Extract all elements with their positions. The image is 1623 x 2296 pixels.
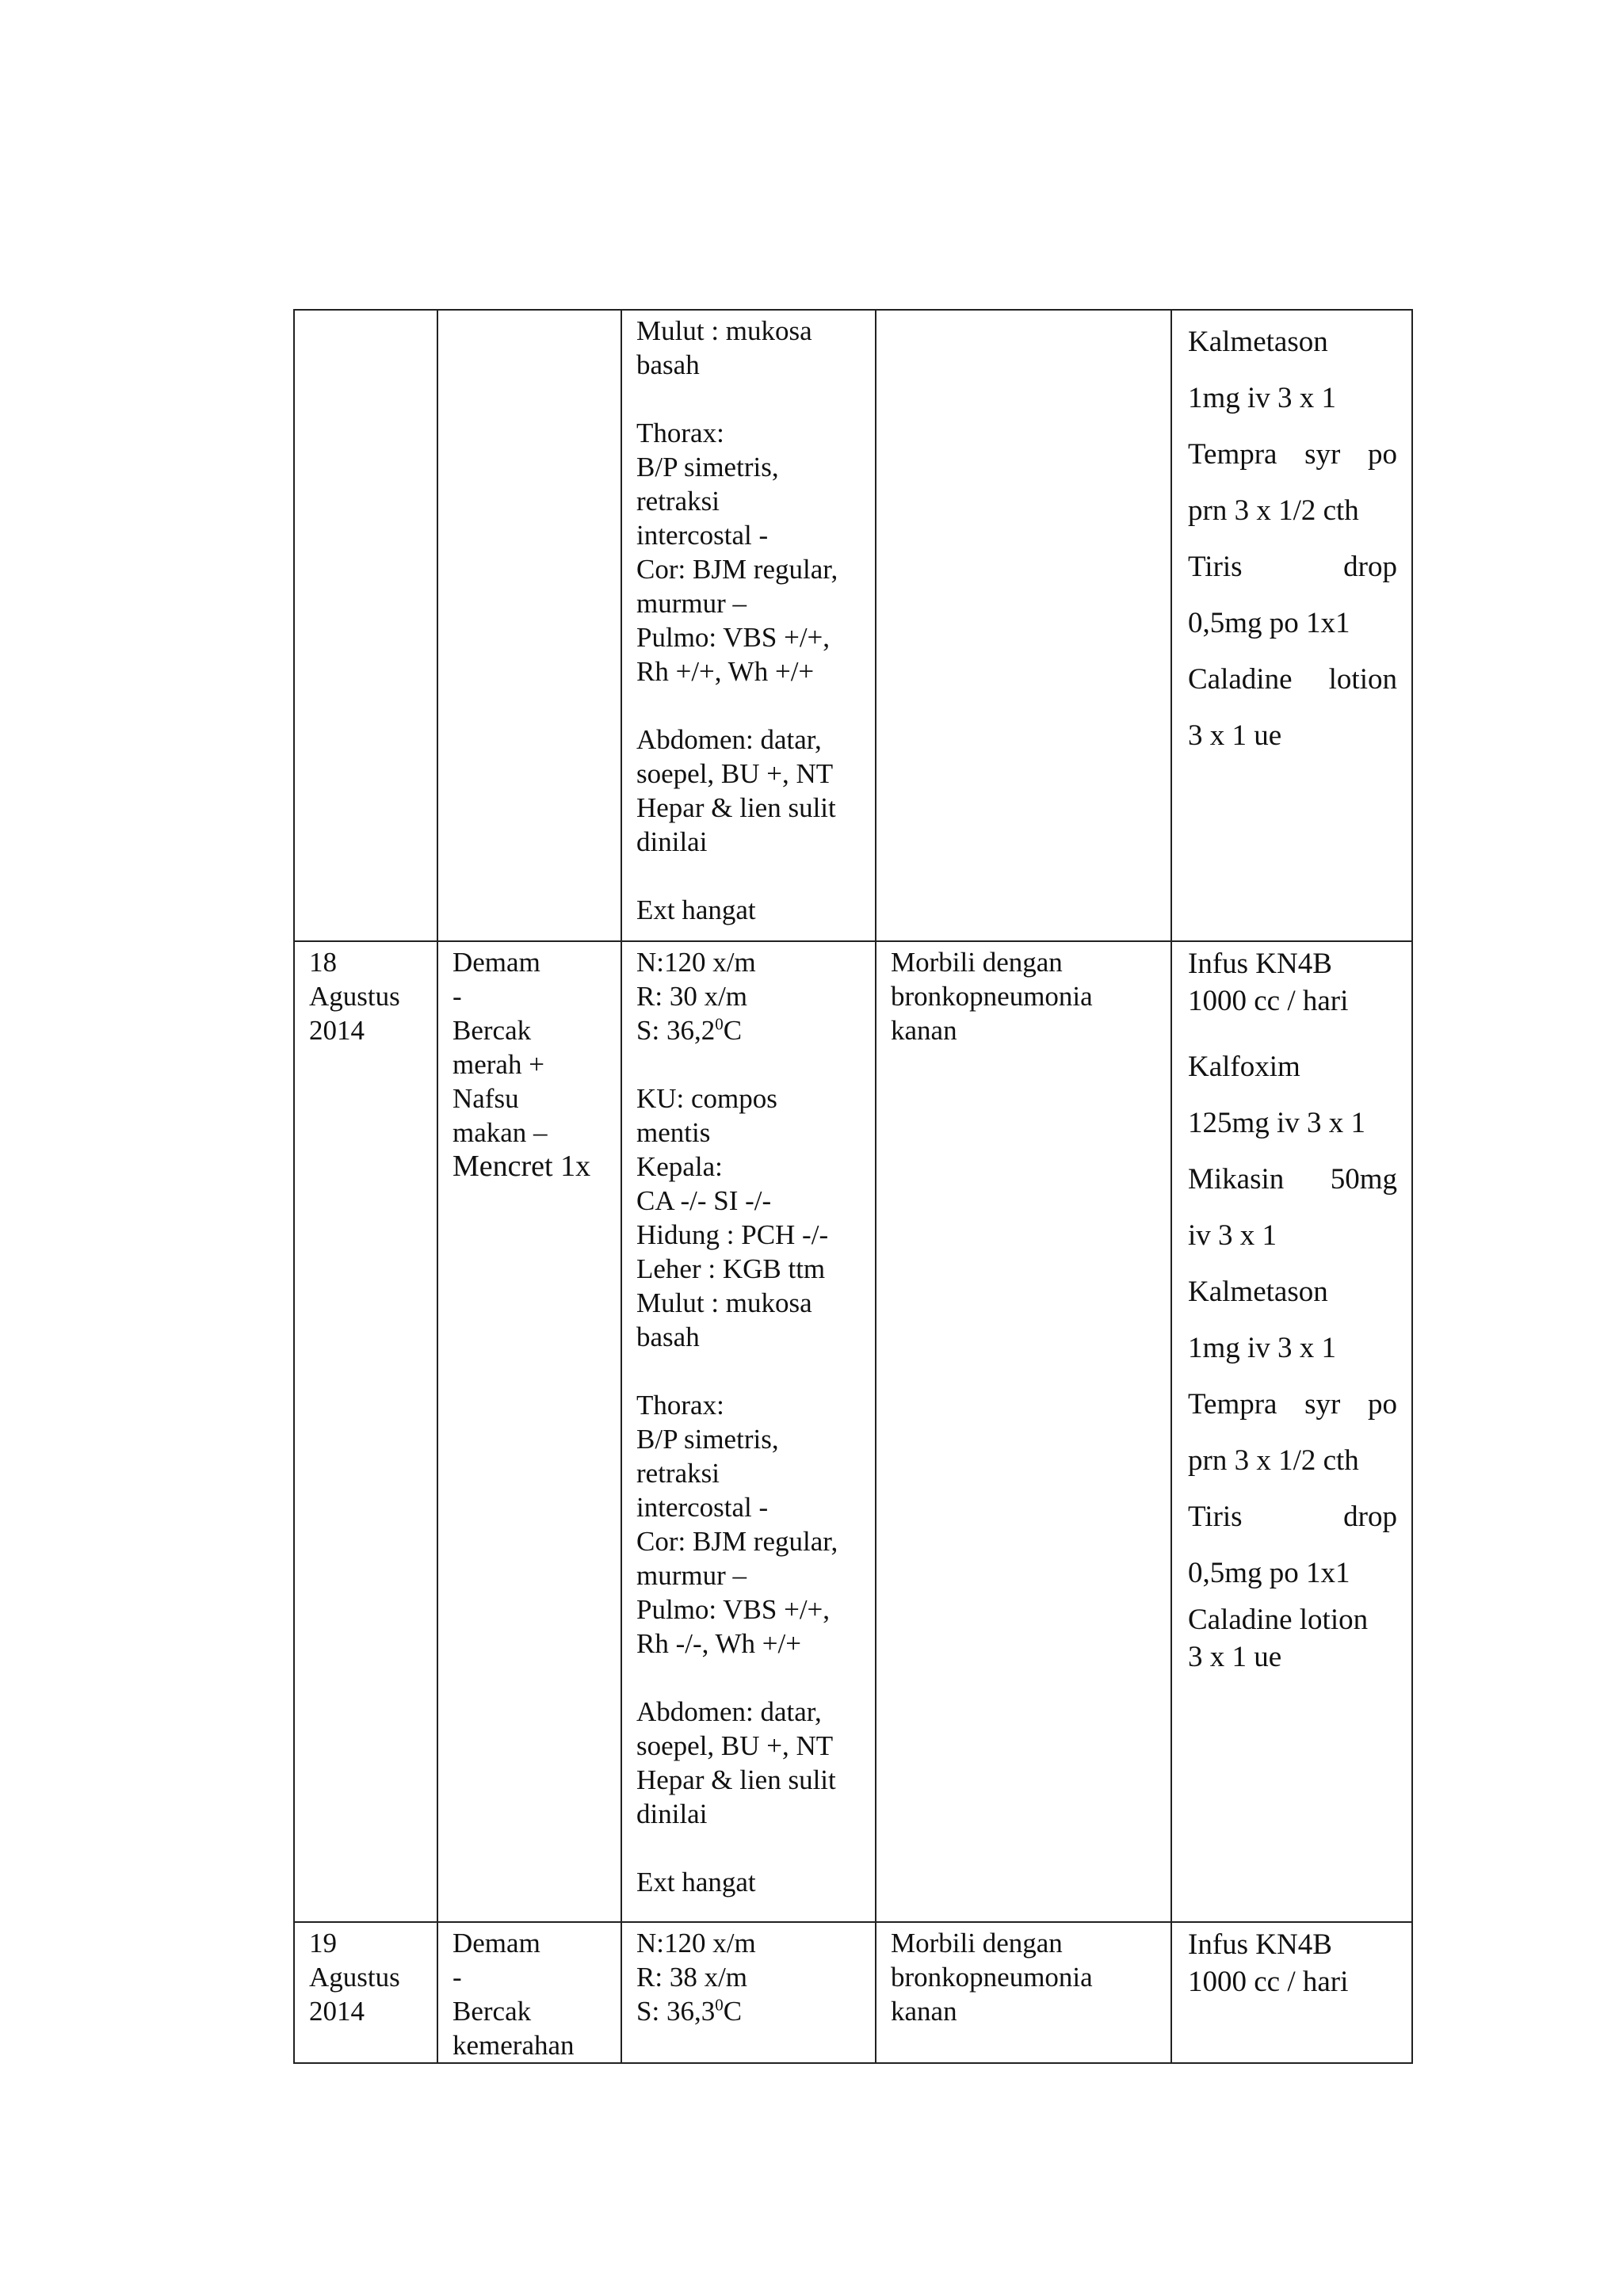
terapi-line bbox=[1188, 1151, 1397, 1207]
terapi-lines bbox=[1186, 314, 1397, 764]
text-line: 2014 bbox=[309, 1015, 365, 1046]
terapi-cell bbox=[1171, 310, 1412, 941]
text-line: intercostal - bbox=[636, 520, 769, 551]
keluhan-line: Demam bbox=[453, 947, 540, 978]
text-line: Thorax: bbox=[636, 418, 724, 448]
text-line: Pulmo: VBS +/+, bbox=[636, 1594, 831, 1625]
text-line: dinilai bbox=[636, 1798, 708, 1829]
infus-line: Infus KN4B bbox=[1188, 948, 1332, 980]
table-row bbox=[294, 941, 1412, 1922]
terapi-lines bbox=[1186, 1926, 1397, 2000]
vital-signs bbox=[636, 1926, 861, 2028]
text-line: Morbili dengan bbox=[891, 947, 1063, 978]
tanggal-lines bbox=[309, 1926, 422, 2028]
text-line: Ext hangat bbox=[636, 1867, 756, 1897]
table-row bbox=[294, 1922, 1412, 2063]
pemeriksaan-cell bbox=[621, 310, 876, 941]
terapi-lines bbox=[1186, 945, 1397, 1676]
terapi-word: lotion bbox=[1328, 663, 1397, 696]
keluhan-line: - bbox=[453, 981, 462, 1012]
diagnosis-lines bbox=[891, 1926, 1156, 2028]
text-line: basah bbox=[636, 1322, 700, 1352]
terapi-word: syr bbox=[1304, 1388, 1341, 1421]
text-line: Mulut : mukosa bbox=[636, 1287, 812, 1318]
text-line bbox=[636, 1831, 861, 1865]
text-line: Thorax: bbox=[636, 1390, 724, 1421]
keluhan-line: Bercak bbox=[453, 1015, 532, 1046]
text-line: Cor: BJM regular, bbox=[636, 554, 838, 585]
terapi-line bbox=[1188, 426, 1397, 482]
keluhan-lines bbox=[453, 945, 606, 1184]
text-line: murmur – bbox=[636, 1560, 747, 1591]
text-line: soepel, BU +, NT bbox=[636, 1730, 834, 1761]
text-line: murmur – bbox=[636, 588, 747, 619]
terapi-word: Tiris bbox=[1188, 551, 1243, 583]
terapi-word: Mikasin bbox=[1188, 1163, 1285, 1196]
table-row bbox=[294, 310, 1412, 941]
tanggal-cell bbox=[294, 1922, 437, 2063]
pemeriksaan-cell bbox=[621, 1922, 876, 2063]
diagnosis-lines bbox=[891, 945, 1156, 1047]
vital-nadi: N:120 x/m bbox=[636, 947, 756, 978]
text-line: dinilai bbox=[636, 826, 708, 857]
text-line: retraksi bbox=[636, 486, 720, 517]
terapi-line: prn 3 x 1/2 cth bbox=[1188, 1444, 1359, 1477]
terapi-line bbox=[1188, 1376, 1397, 1432]
pemeriksaan-lines bbox=[636, 1047, 861, 1899]
medical-record-table bbox=[293, 309, 1413, 2064]
infus-line: 1000 cc / hari bbox=[1188, 985, 1349, 1017]
text-line: intercostal - bbox=[636, 1492, 769, 1523]
diagnosis-cell bbox=[876, 941, 1171, 1922]
terapi-line: 3 x 1 ue bbox=[1188, 719, 1282, 752]
terapi-line: Kalmetason bbox=[1188, 1276, 1328, 1308]
keluhan-cell bbox=[437, 1922, 621, 2063]
text-line: Agustus bbox=[309, 1962, 400, 1993]
terapi-line: Kalfoxim bbox=[1188, 1051, 1300, 1083]
keluhan-lines bbox=[453, 1926, 606, 2062]
vital-suhu: S: 36,3$^0$C bbox=[636, 1995, 743, 2027]
text-line bbox=[636, 1661, 861, 1695]
text-line: Rh -/-, Wh +/+ bbox=[636, 1628, 801, 1659]
terapi-line: 1mg iv 3 x 1 bbox=[1188, 1332, 1337, 1364]
infus-line: Infus KN4B bbox=[1188, 1928, 1332, 1961]
text-line: CA -/- SI -/- bbox=[636, 1185, 772, 1216]
text-line: 19 bbox=[309, 1928, 337, 1958]
terapi-word: syr bbox=[1304, 438, 1341, 471]
terapi-word: po bbox=[1367, 438, 1397, 471]
terapi-word: 50mg bbox=[1330, 1163, 1397, 1196]
terapi-med-lines bbox=[1188, 1039, 1397, 1601]
text-line: 18 bbox=[309, 947, 337, 978]
terapi-word: Tempra bbox=[1188, 438, 1277, 471]
text-line: Abdomen: datar, bbox=[636, 724, 822, 755]
text-line: Demam bbox=[453, 1928, 540, 1958]
terapi-line: 125mg iv 3 x 1 bbox=[1188, 1107, 1366, 1139]
text-line: Pulmo: VBS +/+, bbox=[636, 622, 831, 653]
text-line bbox=[636, 859, 861, 893]
vital-respirasi: R: 30 x/m bbox=[636, 981, 748, 1012]
terapi-word: Tiris bbox=[1188, 1501, 1243, 1533]
text-line: bronkopneumonia bbox=[891, 981, 1093, 1012]
tanggal-cell bbox=[294, 310, 437, 941]
text-line: 2014 bbox=[309, 1996, 365, 2027]
text-line bbox=[636, 688, 861, 723]
text-line: Hepar & lien sulit bbox=[636, 1764, 836, 1795]
tanggal-cell bbox=[294, 941, 437, 1922]
terapi-cell bbox=[1171, 1922, 1412, 2063]
text-line: Abdomen: datar, bbox=[636, 1696, 822, 1727]
text-line: - bbox=[453, 1962, 462, 1993]
infus-line: 1000 cc / hari bbox=[1188, 1966, 1349, 1998]
terapi-word: po bbox=[1367, 1388, 1397, 1421]
text-line: Agustus bbox=[309, 981, 400, 1012]
text-line: B/P simetris, bbox=[636, 1424, 779, 1455]
text-line: Kepala: bbox=[636, 1151, 723, 1182]
text-line: B/P simetris, bbox=[636, 452, 779, 482]
text-line: basah bbox=[636, 349, 700, 380]
text-line: Rh +/+, Wh +/+ bbox=[636, 656, 815, 687]
keluhan-line: Mencret 1x bbox=[453, 1150, 591, 1183]
pemeriksaan-lines bbox=[636, 314, 861, 927]
text-line: kemerahan bbox=[453, 2030, 575, 2061]
text-line: Morbili dengan bbox=[891, 1928, 1063, 1958]
diagnosis-cell bbox=[876, 1922, 1171, 2063]
keluhan-line: makan – bbox=[453, 1117, 548, 1148]
keluhan-cell bbox=[437, 310, 621, 941]
terapi-word: drop bbox=[1343, 1501, 1397, 1533]
terapi-word: Caladine bbox=[1188, 663, 1293, 696]
terapi-line: 0,5mg po 1x1 bbox=[1188, 1557, 1350, 1589]
text-line: Hidung : PCH -/- bbox=[636, 1219, 829, 1250]
keluhan-line: merah + bbox=[453, 1049, 544, 1080]
terapi-line bbox=[1188, 539, 1397, 595]
terapi-line: 1mg iv 3 x 1 bbox=[1188, 382, 1337, 414]
text-line bbox=[636, 1354, 861, 1388]
terapi-word: Tempra bbox=[1188, 1388, 1277, 1421]
text-line: Ext hangat bbox=[636, 894, 756, 925]
terapi-cell bbox=[1171, 941, 1412, 1922]
text-line: Hepar & lien sulit bbox=[636, 792, 836, 823]
keluhan-line: Nafsu bbox=[453, 1083, 519, 1114]
pemeriksaan-cell bbox=[621, 941, 876, 1922]
terapi-line bbox=[1188, 651, 1397, 707]
vital-respirasi: R: 38 x/m bbox=[636, 1962, 748, 1993]
text-line: soepel, BU +, NT bbox=[636, 758, 834, 789]
text-line: bronkopneumonia bbox=[891, 1962, 1093, 1993]
text-line: Mulut : mukosa bbox=[636, 315, 812, 346]
terapi-word: drop bbox=[1343, 551, 1397, 583]
vital-suhu: S: 36,2$^0$C bbox=[636, 1014, 743, 1046]
terapi-line: prn 3 x 1/2 cth bbox=[1188, 494, 1359, 527]
terapi-line: Kalmetason bbox=[1188, 326, 1328, 358]
vital-nadi: N:120 x/m bbox=[636, 1928, 756, 1958]
terapi-line: 0,5mg po 1x1 bbox=[1188, 607, 1350, 639]
text-line: kanan bbox=[891, 1015, 957, 1046]
terapi-line bbox=[1188, 1489, 1397, 1545]
text-line bbox=[636, 1047, 861, 1081]
text-line: mentis bbox=[636, 1117, 711, 1148]
text-line: Leher : KGB ttm bbox=[636, 1253, 826, 1284]
terapi-line: Caladine lotion bbox=[1188, 1604, 1369, 1636]
vital-signs bbox=[636, 945, 861, 1047]
text-line: Bercak bbox=[453, 1996, 532, 2027]
diagnosis-cell bbox=[876, 310, 1171, 941]
text-line bbox=[636, 382, 861, 416]
text-line: Cor: BJM regular, bbox=[636, 1526, 838, 1557]
keluhan-cell bbox=[437, 941, 621, 1922]
terapi-line: iv 3 x 1 bbox=[1188, 1219, 1277, 1252]
text-line: KU: compos bbox=[636, 1083, 777, 1114]
text-line: kanan bbox=[891, 1996, 957, 2027]
terapi-line: 3 x 1 ue bbox=[1188, 1641, 1282, 1673]
tanggal-lines bbox=[309, 945, 422, 1047]
text-line: retraksi bbox=[636, 1458, 720, 1489]
